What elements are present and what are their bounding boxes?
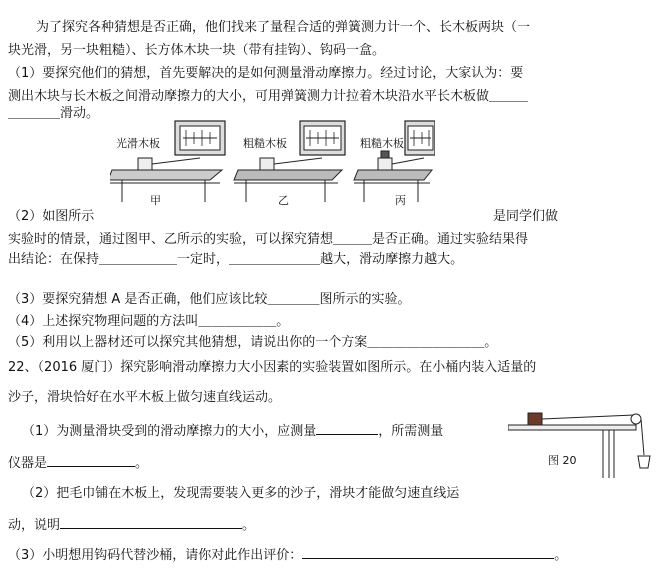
q2-line-3 [8,252,463,268]
q2-line-2-text: 实验时的情景，通过图甲、乙所示的实验，可以探究猜想 [8,232,334,247]
s1-blank-b [47,454,135,467]
s1-mid: ，所需测量 [378,424,444,439]
q4-tail: 。 [276,314,290,329]
p22-line-1: 22、（2016 厦门）探究影响滑动摩擦力大小因素的实验装置如图所示。在小桶内装入适量的 [8,360,537,375]
panel-jia-board: 光滑木板 [116,137,160,150]
s1-text: （1）为测量滑块受到的滑动摩擦力的大小，应测量 [22,424,317,439]
q1-line-3-text: 滑动。 [60,106,100,121]
panel-bing-board: 粗糙木板 [360,137,404,150]
s1-blank-a [316,422,378,435]
q3-tail: 图所示的实验。 [319,292,411,307]
panel-yi-label: 乙 [278,194,289,207]
q1-line-2-text: 测出木块与长木板之间滑动摩擦力的大小，可用弹簧测力计拉着木块沿水平长木板做 [8,89,490,104]
q4-line [8,314,289,330]
s1-instrument-text: 仪器是 [8,456,48,471]
s2-line-2 [8,516,255,534]
figure-20-caption: 图 20 [548,454,577,467]
q1-line-2 [8,89,528,105]
q3-blank: ＿＿＿＿ [267,292,320,307]
intro-line-2: 块光滑，另一块粗糙）、长方体木块一块（带有挂钩）、钩码一盒。 [8,43,386,58]
q1-line-3 [8,106,99,122]
panel-jia-label: 甲 [150,194,161,207]
q2-line-3-mid: 一定时， [177,252,230,267]
q2-line-3-text: 出结论：在保持 [8,252,100,267]
q2-blank-b: ＿＿＿＿＿＿ [99,252,178,267]
q5-blank: ＿＿＿＿＿＿＿＿＿ [367,335,485,350]
q2-line-1b: 是同学们做 [493,209,559,224]
q2-blank-a: ＿＿＿ [333,232,373,247]
s2-text: 动，说明 [8,518,61,533]
q5-text: （5）利用以上器材还可以探究其他猜想，请说出你的一个方案 [8,335,368,350]
s3-line [8,546,567,564]
panel-bing [354,121,435,202]
panel-bing-label: 丙 [395,194,406,207]
s3-text: （3）小明想用钩码代替沙桶，请你对此作出评价： [8,548,303,563]
q4-text: （4）上述探究物理问题的方法叫 [8,314,199,329]
pulley-apparatus-drawing [508,400,658,480]
q5-line [8,335,497,351]
panel-jia [110,121,225,202]
q1-line-1: （1）要探究他们的猜想，首先要解决的是如何测量滑动摩擦力。经过讨论，大家认为：要 [8,66,524,81]
s2-tail: 。 [242,518,256,533]
q2-line-3-tail: 越大，滑动摩擦力越大。 [320,252,464,267]
s3-blank [302,546,554,559]
p22-line-2: 沙子，滑块恰好在水平木板上做匀速直线运动。 [8,390,282,405]
q2-line-2 [8,232,528,248]
s2-line-1: （2）把毛巾铺在木板上，发现需要装入更多的沙子，滑块才能做匀速直线运 [22,486,460,501]
panel-yi-board: 粗糙木板 [243,137,287,150]
q1-blank-b: ＿＿＿＿ [8,106,61,121]
s2-blank [60,516,242,529]
q2-line-2-tail: 是否正确。通过实验结果得 [372,232,529,247]
s1-line-1 [22,422,443,440]
s1-tail: 。 [135,456,149,471]
q3-text: （3）要探究猜想 A 是否正确，他们应该比较 [8,292,268,307]
s1-line-2 [8,454,148,472]
q4-blank: ＿＿＿＿＿＿ [198,314,277,329]
q3-line [8,292,410,308]
figure-20 [508,400,658,480]
q1-blank-a: ＿＿＿ [489,89,529,104]
intro-line-1: 为了探究各种猜想是否正确，他们找来了量程合适的弹簧测力计一个、长木板两块（一 [36,20,531,35]
s3-tail: 。 [554,548,568,563]
panel-yi [234,121,345,202]
q5-tail: 。 [484,335,498,350]
q2-line-1a: （2）如图所示 [8,209,95,224]
experiment-figure [110,118,435,210]
q2-blank-c: ＿＿＿＿＿＿＿ [229,252,321,267]
